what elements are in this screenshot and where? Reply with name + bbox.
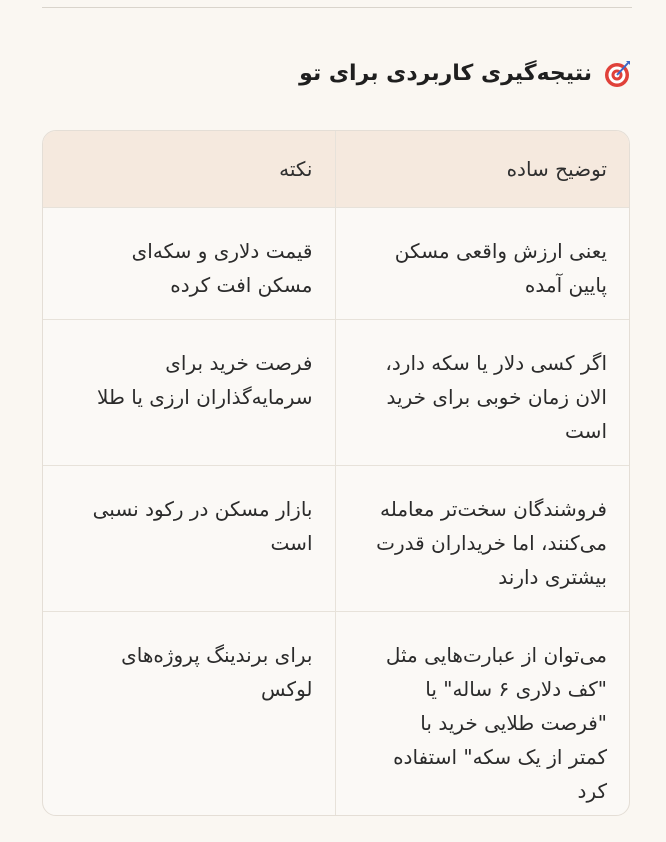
cell-text: فرصت خرید برای سرمایه‌گذاران ارزی یا طلا — [97, 350, 313, 409]
cell-note — [42, 465, 335, 611]
table-row — [42, 207, 629, 319]
cell-note — [42, 207, 335, 319]
cell-text: اگر کسی دلار یا سکه دارد، الان زمان خوبی برای خرید است — [385, 350, 607, 443]
heading-title: نتیجه‌گیری کاربردی برای تو — [299, 61, 592, 86]
table-header-row — [42, 131, 629, 207]
cell-note — [42, 319, 335, 465]
table-row — [42, 319, 629, 465]
cell-text: می‌توان از عبارت‌هایی مثل "کف دلاری ۶ ساله" یا "فرصت طلایی خرید با کمتر از یک سکه" استفاده کرد — [385, 642, 607, 803]
cell-explanation — [335, 319, 629, 465]
header-explanation: توضیح ساده — [335, 131, 629, 207]
cell-explanation — [335, 611, 629, 816]
header-note: نکته — [42, 131, 335, 207]
cell-text: بازار مسکن در رکود نسبی است — [92, 496, 313, 555]
target-icon — [602, 59, 632, 89]
cell-text: فروشندگان سخت‌تر معامله می‌کنند، اما خریداران قدرت بیشتری دارند — [376, 496, 607, 589]
section-heading — [34, 56, 632, 92]
cell-text: قیمت دلاری و سکه‌ای مسکن افت کرده — [131, 238, 313, 297]
cell-note — [42, 611, 335, 816]
cell-text: یعنی ارزش واقعی مسکن پایین آمده — [394, 238, 607, 297]
top-divider — [42, 7, 632, 8]
cell-text: برای برندینگ پروژه‌های لوکس — [121, 642, 313, 701]
table-row — [42, 611, 629, 816]
comparison-table — [42, 130, 630, 816]
cell-explanation — [335, 465, 629, 611]
cell-explanation — [335, 207, 629, 319]
table-row — [42, 465, 629, 611]
